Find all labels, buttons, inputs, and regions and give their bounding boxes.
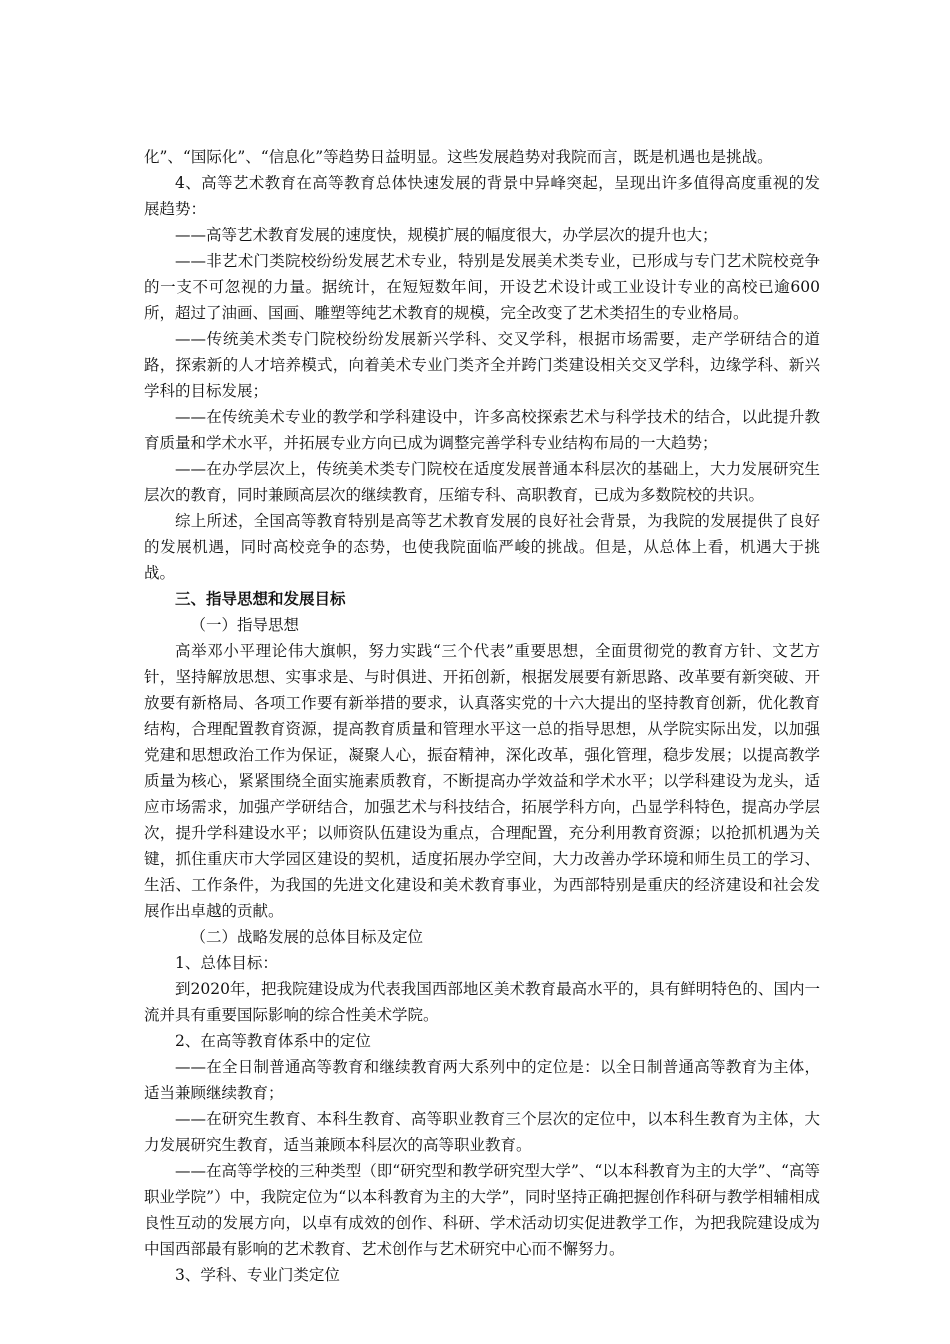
paragraph-dash-item: ——在全日制普通高等教育和继续教育两大系列中的定位是：以全日制普通高等教育为主体，适当兼顾继续教育； xyxy=(144,1058,820,1102)
paragraph-numbered-heading: 2、在高等教育体系中的定位 xyxy=(175,1032,371,1050)
paragraph-continuation: 化”、“国际化”、“信息化”等趋势日益明显。这些发展趋势对我院而言，既是机遇也是挑战。 xyxy=(144,148,773,166)
paragraph-guiding-ideology: 高举邓小平理论伟大旗帜，努力实践“三个代表”重要思想，全面贯彻党的教育方针、文艺方针，坚持解放思想、实事求是、与时俱进、开拓创新，根据发展要有新思路、改革要有新突破、开放要有新格局、各项工作要有新举措的要求，认真落实党的十六大提出的坚持教育创新，优化教育结构，合理配置教育资源，提高教育质量和管理水平这一总的指导思想，从学院实际出发，以加强党建和思想政治工作为保证，凝聚人心，振奋精神，深化改革，强化管理，稳步发展；以提高教学质量为核心，紧紧围绕全面实施素质教育，不断提高办学效益和学术水平；以学科建设为龙头，适应市场需求，加强产学研结合，加强艺术与科技结合，拓展学科方向，凸显学科特色，提高办学层次，提升学科建设水平；以师资队伍建设为重点，合理配置，充分利用教育资源；以抢抓机遇为关键，抓住重庆市大学园区建设的契机，适度拓展办学空间，大力改善办学环境和师生员工的学习、生活、工作条件，为我国的先进文化建设和美术教育事业，为西部特别是重庆的经济建设和社会发展作出卓越的贡献。 xyxy=(144,642,820,920)
paragraph-dash-item: ——在办学层次上，传统美术类专门院校在适度发展普通本科层次的基础上，大力发展研究生层次的教育，同时兼顾高层次的继续教育，压缩专科、高职教育，已成为多数院校的共识。 xyxy=(144,460,820,504)
paragraph-dash-item: ——非艺术门类院校纷纷发展艺术专业，特别是发展美术类专业，已形成与专门艺术院校竞争的一支不可忽视的力量。据统计，在短短数年间，开设艺术设计或工业设计专业的高校已逾600所，超过了油画、国画、雕塑等纯艺术教育的规模，完全改变了艺术类招生的专业格局。 xyxy=(144,252,820,322)
paragraph-numbered-heading: 1、总体目标： xyxy=(175,954,278,972)
paragraph-numbered-heading: 3、学科、专业门类定位 xyxy=(175,1266,340,1284)
subsection-heading: （一）指导思想 xyxy=(190,616,300,634)
paragraph-dash-item: ——高等艺术教育发展的速度快，规模扩展的幅度很大，办学层次的提升也大； xyxy=(175,226,718,244)
paragraph-overall-goal: 到2020年，把我院建设成为代表我国西部地区美术教育最高水平的，具有鲜明特色的、国内一流并具有重要国际影响的综合性美术学院。 xyxy=(144,980,820,1024)
paragraph-dash-item: ——在高等学校的三种类型（即“研究型和教学研究型大学”、“以本科教育为主的大学”、“高等职业学院”）中，我院定位为“以本科教育为主的大学”，同时坚持正确把握创作科研与教学相辅相成良性互动的发展方向，以卓有成效的创作、科研、学术活动切实促进教学工作，为把我院建设成为中国西部最有影响的艺术教育、艺术创作与艺术研究中心而不懈努力。 xyxy=(144,1162,820,1258)
section-heading: 三、指导思想和发展目标 xyxy=(175,589,346,608)
paragraph-summary: 综上所述，全国高等教育特别是高等艺术教育发展的良好社会背景，为我院的发展提供了良好的发展机遇，同时高校竞争的态势，也使我院面临严峻的挑战。但是，从总体上看，机遇大于挑战。 xyxy=(144,512,820,582)
document-page xyxy=(144,144,820,1288)
paragraph-dash-item: ——传统美术类专门院校纷纷发展新兴学科、交叉学科，根据市场需要，走产学研结合的道路，探索新的人才培养模式，向着美术专业门类齐全并跨门类建设相关交叉学科，边缘学科、新兴学科的目标发展； xyxy=(144,330,820,400)
paragraph-item-4: 4、高等艺术教育在高等教育总体快速发展的背景中异峰突起，呈现出许多值得高度重视的发展趋势： xyxy=(144,174,820,218)
paragraph-dash-item: ——在传统美术专业的教学和学科建设中，许多高校探索艺术与科学技术的结合，以此提升教育质量和学术水平，并拓展专业方向已成为调整完善学科专业结构布局的一大趋势； xyxy=(144,408,820,452)
paragraph-dash-item: ——在研究生教育、本科生教育、高等职业教育三个层次的定位中，以本科生教育为主体，大力发展研究生教育，适当兼顾本科层次的高等职业教育。 xyxy=(144,1110,820,1154)
subsection-heading: （二）战略发展的总体目标及定位 xyxy=(190,928,424,946)
